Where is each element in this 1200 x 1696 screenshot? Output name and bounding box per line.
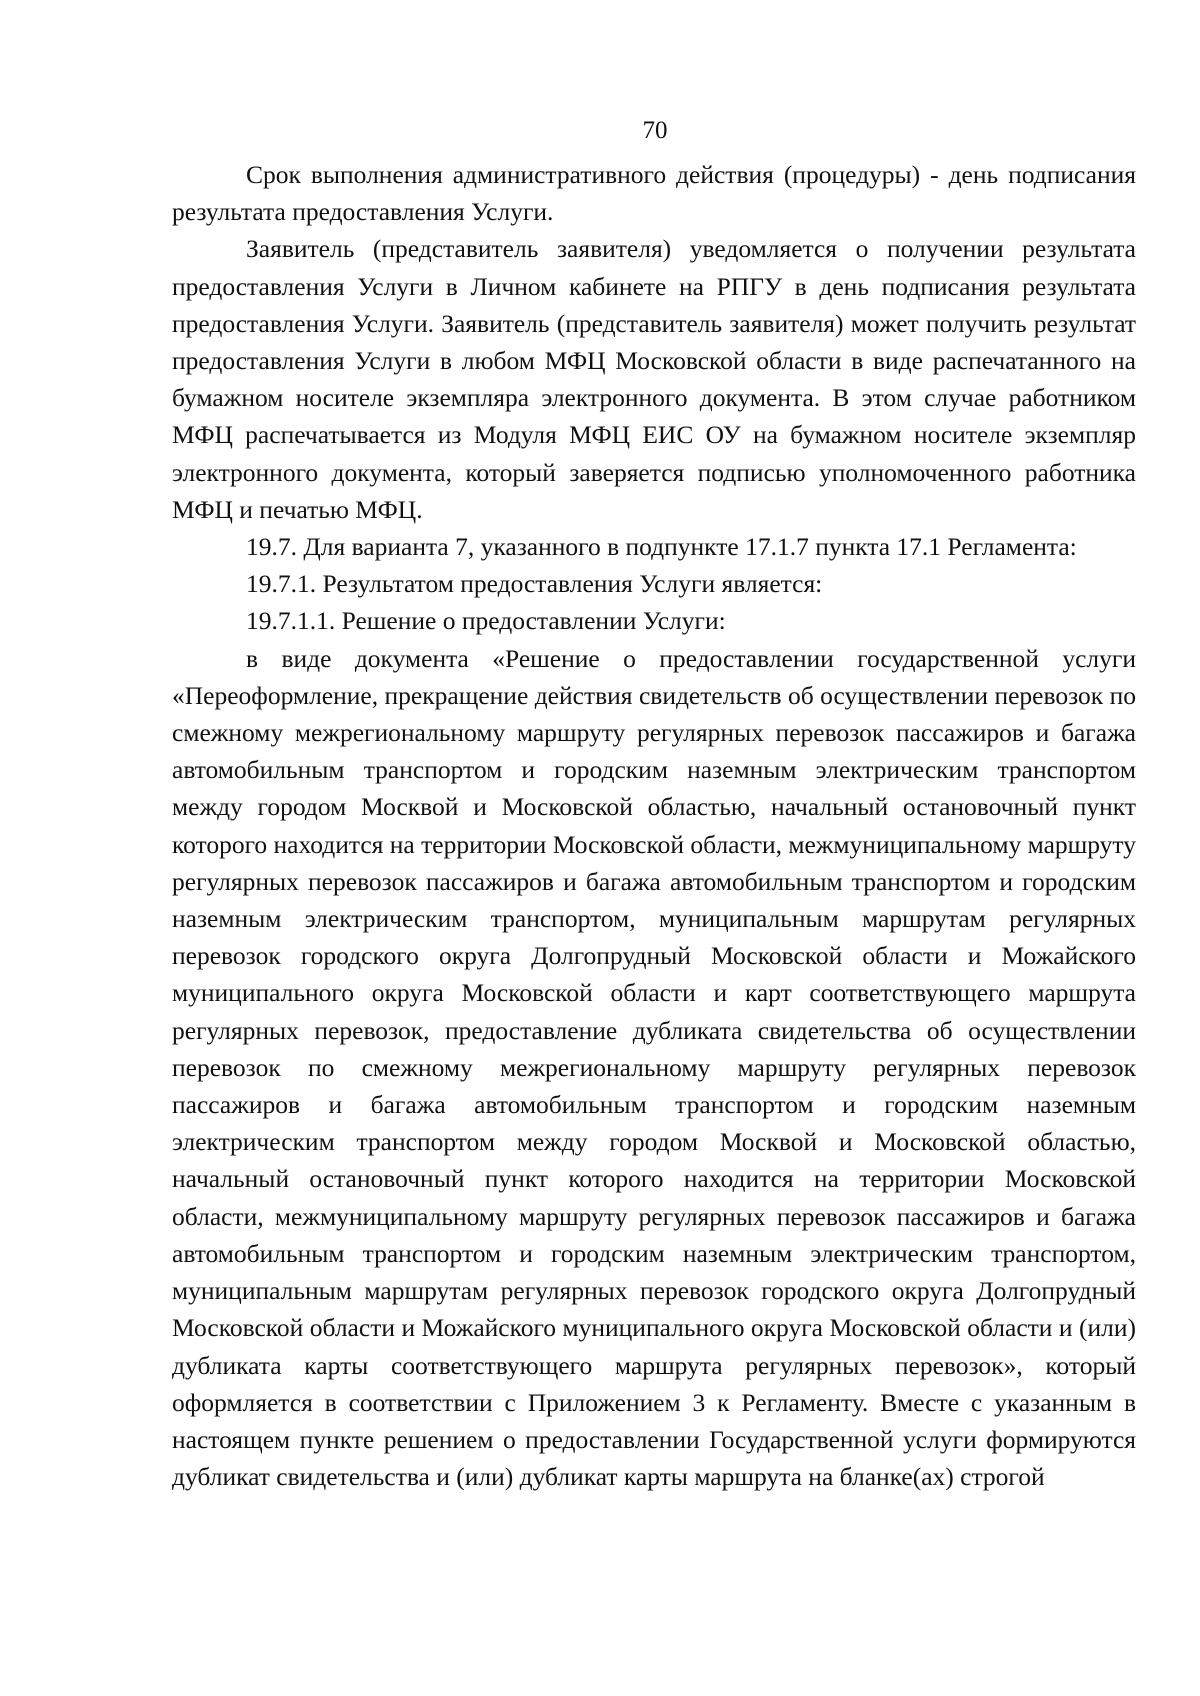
paragraph-deadline: Срок выполнения административного действия (процедуры) - день подписания результата предоставления Услуги. [172, 160, 1136, 227]
paragraph-section-19-7-1-1: 19.7.1.1. Решение о предоставлении Услуги: [246, 606, 726, 636]
paragraph-section-19-7-1: 19.7.1. Результатом предоставления Услуги является: [246, 569, 823, 599]
paragraph-section-19-7: 19.7. Для варианта 7, указанного в подпункте 17.1.7 пункта 17.1 Регламента: [246, 532, 1077, 562]
paragraph-decision-document: в виде документа «Решение о предоставлении государственной услуги «Переоформление, прекращение действия свидетельств об осуществлении перевозок по смежному межрегиональному маршруту регулярных перевозок пассажиров и багажа автомобильным транспортом и городским наземным электрическим транспортом между городом Москвой и Московской областью, начальный остановочный пункт которого находится на территории Московской области, межмуниципальному маршруту регулярных перевозок пассажиров и багажа автомобильным транспортом и городским наземным электрическим транспортом, муниципальным маршрутам регулярных перевозок городского округа Долгопрудный Московской области и Можайского муниципального округа Московской области и карт соответствующего маршрута регулярных перевозок, предоставление дубликата свидетельства об осуществлении перевозок по смежному межрегиональному маршруту регулярных перевозок пассажиров и багажа автомобильным транспортом и городским наземным электрическим транспортом между городом Москвой и Московской областью, начальный остановочный пункт которого находится на территории Московской области, межмуниципальному маршруту регулярных перевозок пассажиров и багажа автомобильным транспортом и городским наземным электрическим транспортом, муниципальным маршрутам регулярных перевозок городского округа Долгопрудный Московской области и Можайского муниципального округа Московской области и (или) дубликата карты соответствующего маршрута регулярных перевозок», который оформляется в соответствии с Приложением 3 к Регламенту. Вместе с указанным в настоящем пункте решением о предоставлении Государственной услуги формируются дубликат свидетельства и (или) дубликат карты маршрута на бланке(ах) строгой [172, 643, 1136, 1492]
page-number: 70 [642, 117, 668, 144]
paragraph-applicant-notification: Заявитель (представитель заявителя) уведомляется о получении результата предоставления Услуги в Личном кабинете на РПГУ в день подписания результата предоставления Услуги. Заявитель (представитель заявителя) может получить результат предоставления Услуги в любом МФЦ Московской области в виде распечатанного на бумажном носителе экземпляра электронного документа. В этом случае работником МФЦ распечатывается из Модуля МФЦ ЕИС ОУ на бумажном носителе экземпляр электронного документа, который заверяется подписью уполномоченного работника МФЦ и печатью МФЦ. [172, 234, 1136, 524]
document-body [172, 156, 1136, 1495]
